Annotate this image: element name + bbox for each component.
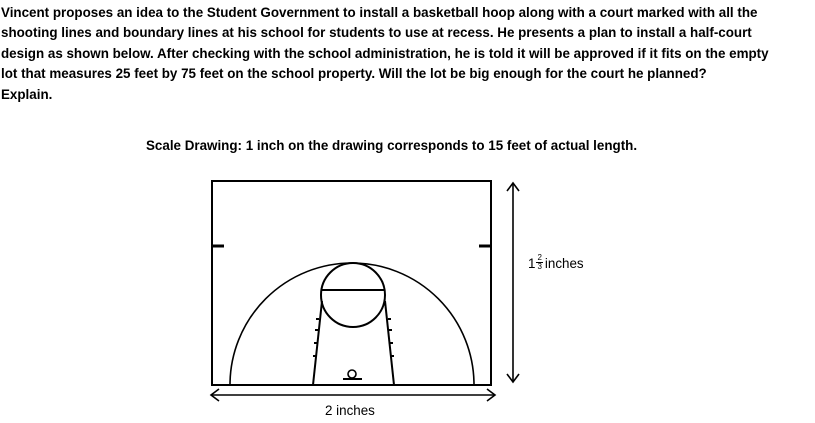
height-unit: inches <box>544 256 584 272</box>
problem-line: design as shown below. After checking with the school administration, he is told it will be approved if it fits on the empty <box>1 45 769 61</box>
court-boundary <box>212 181 491 385</box>
height-denominator: 3 <box>537 262 542 271</box>
three-point-arc <box>230 263 474 385</box>
width-label: 2 inches <box>325 403 375 418</box>
problem-line: Explain. <box>1 86 53 102</box>
height-fraction <box>536 254 542 271</box>
height-whole: 1 <box>528 256 536 272</box>
problem-line: Vincent proposes an idea to the Student Government to install a basketball hoop along with a court marked with all the <box>1 5 758 20</box>
problem-line: shooting lines and boundary lines at his school for students to use at recess. He presents a plan to install a half-court <box>1 25 752 41</box>
problem-line: lot that measures 25 feet by 75 feet on the school property. Will the lot be big enough for the court he planned? <box>1 66 707 82</box>
scale-caption: Scale Drawing: 1 inch on the drawing corresponds to 15 feet of actual length. <box>146 138 638 153</box>
lane-hash-marks <box>313 319 394 356</box>
free-throw-circle <box>321 263 385 327</box>
height-numerator: 2 <box>537 253 542 262</box>
height-label <box>528 253 584 273</box>
hoop-rim <box>348 370 356 378</box>
